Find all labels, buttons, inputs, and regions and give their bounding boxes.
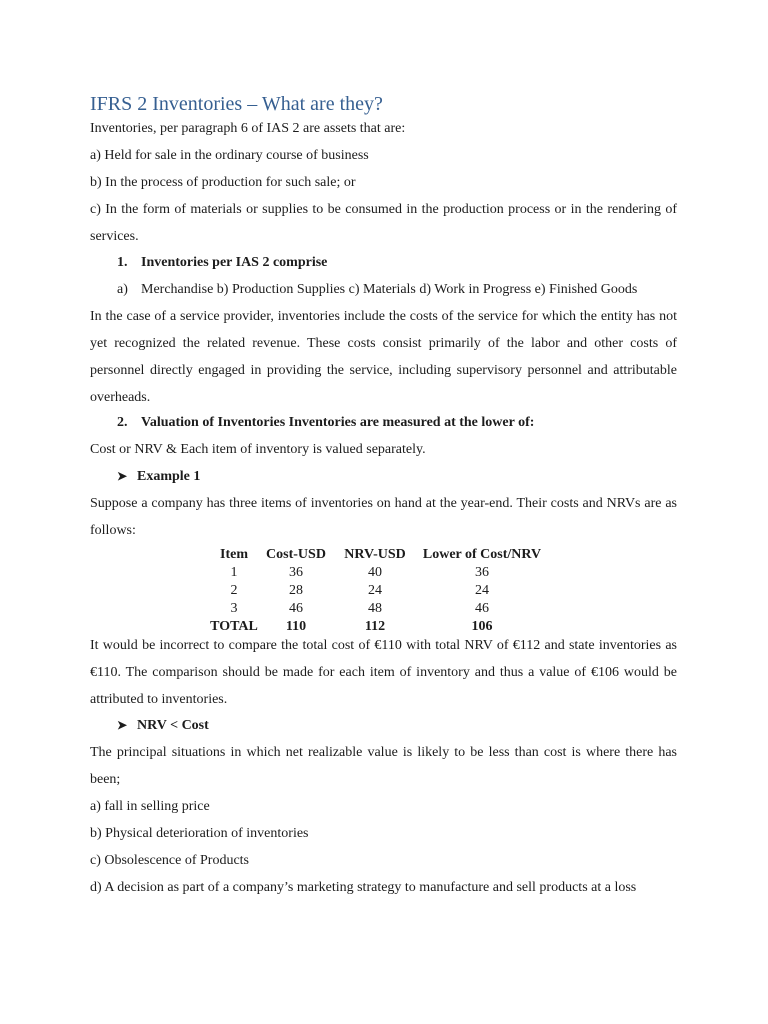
nrv-intro: The principal situations in which net realizable value is likely to be less than cost is where there has been; (90, 745, 677, 787)
table-row (208, 600, 546, 618)
criteria-a: a) Held for sale in the ordinary course of business (90, 148, 369, 163)
nrv-item-d: d) A decision as part of a company’s marketing strategy to manufacture and sell products at a loss (90, 880, 637, 895)
section-1-number: 1. (117, 255, 128, 270)
table-cell: 106 (471, 619, 493, 634)
table-cell: 46 (289, 601, 303, 616)
criteria-c: c) In the form of materials or supplies to be consumed in the production process or in the rendering of services. (90, 202, 677, 244)
table-cell: 36 (475, 565, 489, 580)
table-cell: 28 (289, 583, 303, 598)
section-1-item-text: Merchandise b) Production Supplies c) Materials d) Work in Progress e) Finished Goods (141, 282, 638, 297)
service-provider-paragraph: In the case of a service provider, inventories include the costs of the service for which the entity has not yet recognized the related revenue. These costs consist primarily of the labor and other costs of personnel directly engaged in providing the service, including supervisory personnel and attributable overheads. (90, 309, 677, 405)
table-cell: 24 (368, 583, 382, 598)
table-cell: 110 (285, 619, 307, 634)
example-1-conclusion: It would be incorrect to compare the total cost of €110 with total NRV of €112 and state inventories as €110. The comparison should be made for each item of inventory and thus a value of €106 would be attributed to inventories. (90, 638, 677, 707)
section-1-item (117, 276, 637, 303)
section-1-item-label: a) (117, 282, 128, 297)
table-cell: 1 (230, 565, 238, 580)
table-cell: 36 (289, 565, 303, 580)
section-2-heading (117, 409, 534, 436)
section-2-text: Cost or NRV & Each item of inventory is valued separately. (90, 442, 426, 457)
table-row (208, 582, 546, 600)
nrv-cost-heading (117, 712, 209, 739)
table-header-cell: Lower of Cost/NRV (422, 547, 542, 562)
example-1-text: Suppose a company has three items of inventories on hand at the year-end. Their costs and NRVs are as follows: (90, 496, 677, 538)
nrv-cost-title: NRV < Cost (137, 718, 209, 733)
nrv-item-b: b) Physical deterioration of inventories (90, 826, 309, 841)
table-cell: 48 (368, 601, 382, 616)
table-header-cell: Cost-USD (266, 547, 326, 562)
arrowhead-bullet-icon: ➤ (117, 469, 128, 483)
arrowhead-bullet-icon: ➤ (117, 718, 128, 732)
table-cell: 46 (475, 601, 489, 616)
table-cell: 40 (368, 565, 382, 580)
table-header-cell: NRV-USD (344, 547, 406, 562)
section-1-heading (117, 249, 327, 276)
inventory-table (208, 546, 546, 636)
table-cell: 2 (230, 583, 238, 598)
table-row (208, 564, 546, 582)
example-1-title: Example 1 (137, 469, 201, 484)
criteria-b: b) In the process of production for such sale; or (90, 175, 356, 190)
nrv-item-c: c) Obsolescence of Products (90, 853, 250, 868)
table-cell: 3 (230, 601, 238, 616)
section-1-title: Inventories per IAS 2 comprise (141, 255, 328, 270)
table-header-row (208, 546, 546, 564)
table-cell: 24 (475, 583, 489, 598)
table-cell: 112 (364, 619, 386, 634)
page-title: IFRS 2 Inventories – What are they? (90, 93, 383, 115)
section-2-number: 2. (117, 415, 128, 430)
intro-text: Inventories, per paragraph 6 of IAS 2 are assets that are: (90, 121, 406, 136)
section-2-title: Valuation of Inventories Inventories are measured at the lower of: (141, 415, 535, 430)
nrv-item-a: a) fall in selling price (90, 799, 210, 814)
table-cell: TOTAL (210, 619, 258, 634)
example-1-heading (117, 463, 200, 490)
table-header-cell: Item (220, 547, 248, 562)
